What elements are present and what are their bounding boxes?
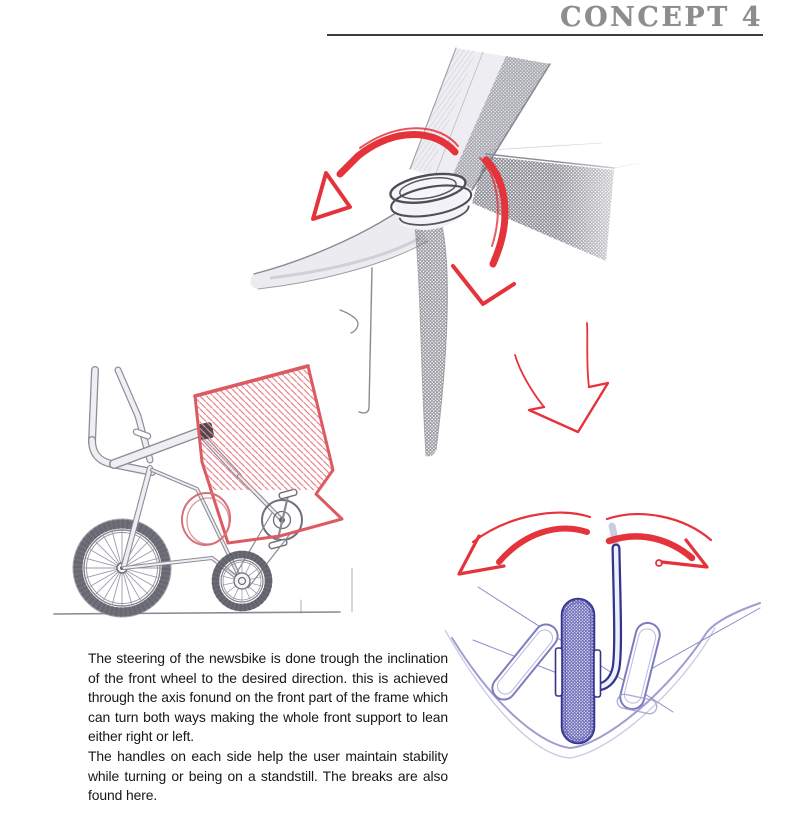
front-wheel [216,555,269,608]
fork-blade [415,218,447,456]
paragraph-handles: The handles on each side help the user maintain stability while turning or being on a standstill. The breaks are also found here. [88,747,448,804]
wheel-front-view [556,599,601,743]
swing-arc [445,603,760,758]
newsbike-side-sketch [50,350,362,628]
description-text [88,649,448,806]
page-title: CONCEPT 4 [560,2,763,33]
pivot-circle [179,490,234,548]
direction-arrow-sketch [500,312,650,457]
lean-arrow-right [607,514,711,567]
paragraph-steering: The steering of the newsbike is done trough the inclination of the front wheel to the desired direction. this is achieved through the axis fonund on the front part of the frame which can turn both ways making the whole front support to lean either right or left. [88,650,448,745]
title-underline [327,34,763,36]
axle-tab-right [594,650,601,697]
axle-tab-left [556,648,563,696]
left-handle [488,620,563,704]
front-wheel-sketch [445,500,770,775]
lean-arrow-overlay [180,350,355,543]
lean-arrow-left [459,513,590,574]
down-arrow-outline [515,323,608,432]
